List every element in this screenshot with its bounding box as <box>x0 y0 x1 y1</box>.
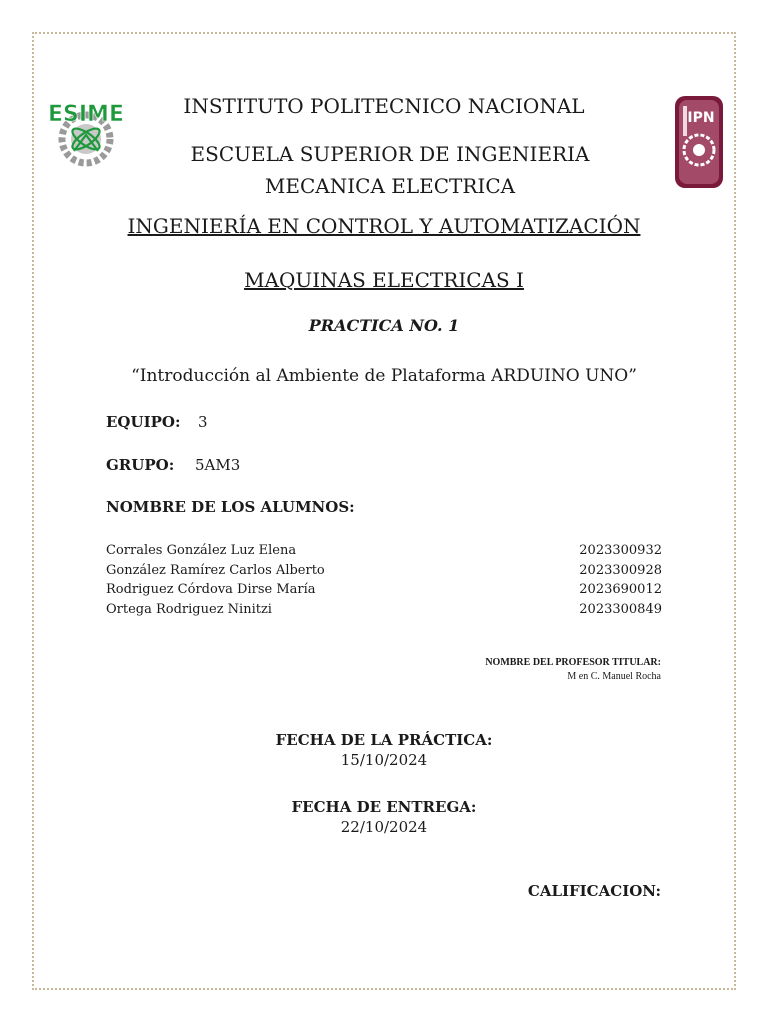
student-id: 2023300928 <box>579 562 662 578</box>
delivery-date-value: 22/10/2024 <box>340 818 428 836</box>
professor-block <box>485 656 661 684</box>
esime-logo-text: ESIME <box>48 102 124 127</box>
practice-date-value: 15/10/2024 <box>340 751 428 769</box>
professor-name: M en C. Manuel Rocha <box>567 671 661 682</box>
student-id: 2023690012 <box>579 582 662 597</box>
school-name: ESCUELA SUPERIOR DE INGENIERIA MECANICA ELECTRICA <box>190 142 590 198</box>
practice-title: “Introducción al Ambiente de Plataforma ARDUINO UNO” <box>131 366 637 386</box>
student-name: Corrales González Luz Elena <box>106 543 297 558</box>
students-label: NOMBRE DE LOS ALUMNOS: <box>106 498 355 516</box>
group-label: GRUPO: <box>106 456 175 474</box>
student-id: 2023300932 <box>579 543 662 558</box>
student-id: 2023300849 <box>579 601 662 617</box>
subject-name: MAQUINAS ELECTRICAS I <box>244 268 524 292</box>
student-name: Ortega Rodriguez Ninitzi <box>106 601 272 617</box>
list-item <box>106 561 662 581</box>
group-value: 5AM3 <box>195 456 241 474</box>
grade-label: CALIFICACION: <box>527 882 661 900</box>
list-item <box>106 600 662 620</box>
student-name: Rodriguez Córdova Dirse María <box>106 582 316 597</box>
list-item <box>106 541 662 561</box>
ipn-logo-text: IPN <box>687 110 715 126</box>
student-name: González Ramírez Carlos Alberto <box>106 562 325 578</box>
team-value: 3 <box>198 413 208 431</box>
team-label: EQUIPO: <box>106 413 181 431</box>
delivery-date-label: FECHA DE ENTREGA: <box>291 798 477 816</box>
list-item <box>106 580 662 600</box>
career-name: INGENIERÍA EN CONTROL Y AUTOMATIZACIÓN <box>127 214 641 238</box>
practice-date-block <box>0 730 768 770</box>
professor-label: NOMBRE DEL PROFESOR TITULAR: <box>485 657 661 668</box>
practice-number: PRACTICA NO. 1 <box>308 316 460 335</box>
institute-name: INSTITUTO POLITECNICO NACIONAL <box>183 94 585 118</box>
students-list <box>106 541 662 619</box>
delivery-date-block <box>0 797 768 837</box>
practice-date-label: FECHA DE LA PRÁCTICA: <box>275 731 493 749</box>
